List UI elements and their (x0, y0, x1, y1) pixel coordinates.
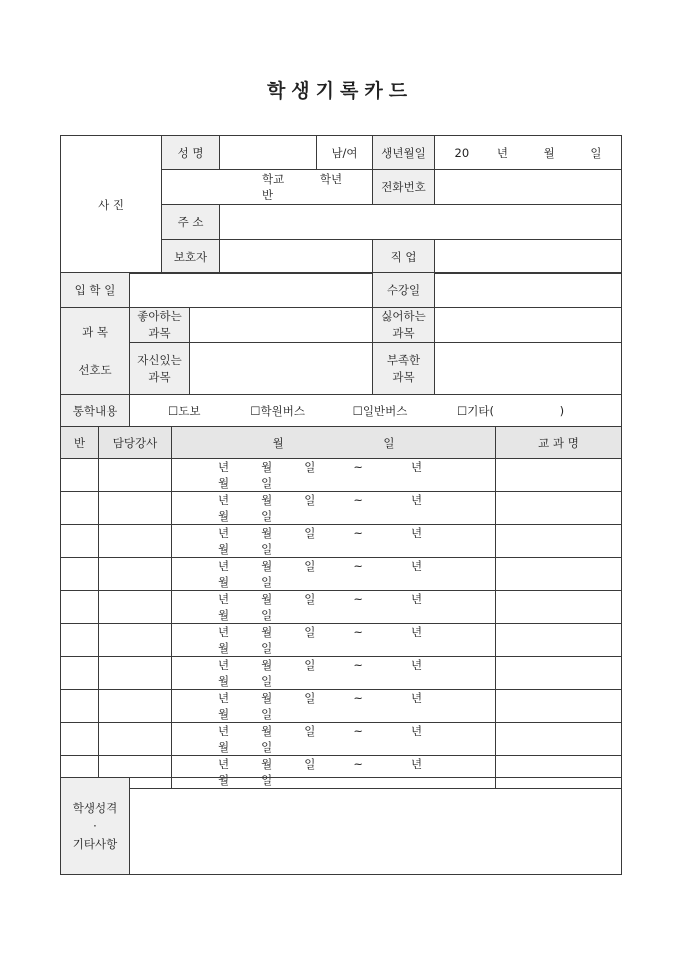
class-cell[interactable] (61, 624, 99, 657)
end-month-label: 월 (218, 575, 230, 589)
teacher-cell[interactable] (99, 690, 172, 723)
start-month-label: 월 (261, 526, 273, 540)
teacher-cell[interactable] (99, 492, 172, 525)
subject-preference-label (61, 308, 130, 395)
personality-notes-label (61, 778, 130, 875)
end-month-label: 월 (218, 740, 230, 754)
schedule-section (60, 426, 621, 789)
confident-subject-label (130, 343, 190, 395)
personality-label: 학생성격 (72, 801, 118, 815)
job-field[interactable] (435, 240, 622, 274)
phone-field[interactable] (435, 170, 622, 205)
liked-label-line2: 과목 (148, 326, 171, 340)
start-month-label: 월 (261, 691, 273, 705)
class-cell[interactable] (61, 591, 99, 624)
end-month-label: 월 (218, 542, 230, 556)
header-class: 반 (61, 427, 99, 459)
start-year-label: 년 (218, 691, 230, 705)
document-title: 학생기록카드 (266, 80, 414, 102)
end-day-label: 일 (261, 674, 273, 688)
start-day-label: 일 (304, 691, 316, 705)
birth-month-label: 월 (543, 145, 555, 160)
notes-dot: · (93, 819, 97, 833)
commute-other-checkbox[interactable]: ☐기타( (457, 403, 495, 418)
weak-subject-field[interactable] (435, 343, 622, 395)
end-day-label: 일 (261, 608, 273, 622)
address-field[interactable] (220, 205, 622, 240)
range-separator: ~ (353, 460, 363, 474)
start-day-label: 일 (304, 625, 316, 639)
guardian-field[interactable] (220, 240, 373, 274)
header-teacher: 담당강사 (99, 427, 172, 459)
class-cell[interactable] (61, 459, 99, 492)
teacher-cell[interactable] (99, 525, 172, 558)
start-year-label: 년 (218, 592, 230, 606)
birth-day-label: 일 (590, 145, 602, 160)
end-month-label: 월 (218, 608, 230, 622)
disliked-label-line1: 싫어하는 (381, 309, 426, 323)
textbook-cell[interactable] (496, 723, 622, 756)
confident-label-line1: 자신있는 (137, 352, 182, 367)
phone-label: 전화번호 (373, 170, 435, 205)
header-day: 일 (383, 435, 395, 450)
course-date-label: 수강일 (373, 273, 435, 308)
start-day-label: 일 (304, 559, 316, 573)
teacher-cell[interactable] (99, 558, 172, 591)
schedule-row (61, 492, 622, 525)
liked-label-line1: 좋아하는 (137, 309, 182, 323)
range-separator: ~ (353, 658, 363, 672)
guardian-label: 보호자 (162, 240, 220, 274)
photo-label: 사 진 (98, 197, 124, 212)
name-label: 성 명 (162, 136, 220, 170)
start-year-label: 년 (218, 757, 230, 771)
end-month-label: 월 (218, 773, 230, 787)
range-separator: ~ (353, 559, 363, 573)
start-year-label: 년 (218, 559, 230, 573)
commute-label: 통학내용 (61, 395, 130, 427)
schedule-row (61, 723, 622, 756)
start-month-label: 월 (261, 724, 273, 738)
date-range-cell[interactable] (172, 624, 496, 657)
enrollment-section (60, 272, 621, 427)
end-month-label: 월 (218, 707, 230, 721)
start-day-label: 일 (304, 658, 316, 672)
textbook-cell[interactable] (496, 690, 622, 723)
confident-label-line2: 과목 (148, 369, 171, 384)
start-day-label: 일 (304, 757, 316, 771)
start-day-label: 일 (304, 724, 316, 738)
birth-field[interactable] (435, 136, 622, 170)
textbook-cell[interactable] (496, 624, 622, 657)
start-year-label: 년 (218, 526, 230, 540)
end-day-label: 일 (261, 575, 273, 589)
end-year-label: 년 (410, 658, 423, 672)
end-year-label: 년 (410, 526, 423, 540)
enroll-date-label: 입 학 일 (61, 273, 130, 308)
gender-field[interactable] (317, 136, 373, 170)
start-month-label: 월 (261, 592, 273, 606)
commute-other-close: ) (559, 403, 565, 418)
schedule-row (61, 657, 622, 690)
start-year-label: 년 (218, 625, 230, 639)
date-range-cell[interactable] (172, 723, 496, 756)
date-range-cell[interactable] (172, 558, 496, 591)
end-month-label: 월 (218, 674, 230, 688)
start-year-label: 년 (218, 724, 230, 738)
end-day-label: 일 (261, 773, 273, 787)
start-month-label: 월 (261, 658, 273, 672)
end-month-label: 월 (218, 476, 230, 490)
range-separator: ~ (353, 691, 363, 705)
gender-label: 남/여 (331, 145, 358, 160)
header-month-day (172, 427, 496, 459)
commute-options (130, 395, 622, 427)
grade-label: 학년 (319, 172, 343, 186)
start-month-label: 월 (261, 493, 273, 507)
preference-label: 선호도 (78, 363, 112, 377)
subject-label: 과 목 (82, 325, 108, 339)
start-month-label: 월 (261, 559, 273, 573)
textbook-cell[interactable] (496, 591, 622, 624)
start-month-label: 월 (261, 757, 273, 771)
range-separator: ~ (353, 625, 363, 639)
date-range-cell[interactable] (172, 525, 496, 558)
class-cell[interactable] (61, 558, 99, 591)
teacher-cell[interactable] (99, 657, 172, 690)
enroll-date-field[interactable] (130, 273, 373, 308)
address-label: 주 소 (162, 205, 220, 240)
commute-walk-checkbox[interactable]: ☐도보 (168, 403, 201, 418)
header-month: 월 (272, 435, 284, 450)
range-separator: ~ (353, 592, 363, 606)
textbook-cell[interactable] (496, 657, 622, 690)
start-year-label: 년 (218, 493, 230, 507)
end-year-label: 년 (410, 559, 423, 573)
range-separator: ~ (353, 757, 363, 771)
class-cell[interactable] (61, 657, 99, 690)
start-year-label: 년 (218, 460, 230, 474)
birth-year-label: 년 (496, 145, 508, 160)
end-day-label: 일 (261, 476, 273, 490)
class-cell[interactable] (61, 525, 99, 558)
commute-public-bus-checkbox[interactable]: ☐일반버스 (352, 403, 408, 418)
start-month-label: 월 (261, 625, 273, 639)
class-label: 반 (262, 188, 274, 202)
birth-prefix: 20 (454, 145, 470, 160)
end-month-label: 월 (218, 641, 230, 655)
class-cell[interactable] (61, 723, 99, 756)
disliked-subject-label (373, 308, 435, 343)
notes-section (60, 777, 621, 875)
start-day-label: 일 (304, 493, 316, 507)
end-day-label: 일 (261, 542, 273, 556)
class-cell[interactable] (61, 492, 99, 525)
range-separator: ~ (353, 724, 363, 738)
liked-subject-label (130, 308, 190, 343)
date-range-cell[interactable] (172, 492, 496, 525)
end-year-label: 년 (410, 592, 423, 606)
start-day-label: 일 (304, 592, 316, 606)
photo-area[interactable] (61, 136, 162, 274)
liked-subject-field[interactable] (190, 308, 373, 343)
schedule-row (61, 525, 622, 558)
start-day-label: 일 (304, 526, 316, 540)
start-day-label: 일 (304, 460, 316, 474)
end-year-label: 년 (410, 625, 423, 639)
class-cell[interactable] (61, 690, 99, 723)
end-year-label: 년 (410, 757, 423, 771)
weak-label-line1: 부족한 (386, 352, 421, 367)
end-day-label: 일 (261, 707, 273, 721)
date-range-cell[interactable] (172, 657, 496, 690)
end-day-label: 일 (261, 740, 273, 754)
student-info-section (60, 135, 621, 274)
schedule-row (61, 690, 622, 723)
schedule-row (61, 591, 622, 624)
job-label: 직 업 (373, 240, 435, 274)
end-year-label: 년 (410, 493, 423, 507)
disliked-label-line2: 과목 (392, 326, 415, 340)
date-range-cell[interactable] (172, 459, 496, 492)
teacher-cell[interactable] (99, 723, 172, 756)
other-notes-label: 기타사항 (72, 837, 118, 851)
birth-label: 생년월일 (373, 136, 435, 170)
teacher-cell[interactable] (99, 591, 172, 624)
textbook-cell[interactable] (496, 558, 622, 591)
weak-label-line2: 과목 (392, 369, 415, 384)
school-field[interactable] (162, 170, 373, 205)
end-month-label: 월 (218, 509, 230, 523)
start-year-label: 년 (218, 658, 230, 672)
confident-subject-field[interactable] (190, 343, 373, 395)
end-year-label: 년 (410, 691, 423, 705)
textbook-cell[interactable] (496, 492, 622, 525)
date-range-cell[interactable] (172, 591, 496, 624)
name-field[interactable] (220, 136, 317, 170)
teacher-cell[interactable] (99, 459, 172, 492)
start-month-label: 월 (261, 460, 273, 474)
personality-notes-field[interactable] (130, 778, 622, 875)
schedule-row (61, 558, 622, 591)
weak-subject-label (373, 343, 435, 395)
header-textbook: 교 과 명 (496, 427, 622, 459)
date-range-cell[interactable] (172, 690, 496, 723)
schedule-row (61, 624, 622, 657)
textbook-cell[interactable] (496, 459, 622, 492)
teacher-cell[interactable] (99, 624, 172, 657)
textbook-cell[interactable] (496, 525, 622, 558)
school-label: 학교 (262, 172, 285, 186)
end-day-label: 일 (261, 509, 273, 523)
range-separator: ~ (353, 493, 363, 507)
schedule-row (61, 459, 622, 492)
end-year-label: 년 (410, 460, 423, 474)
end-year-label: 년 (410, 724, 423, 738)
disliked-subject-field[interactable] (435, 308, 622, 343)
commute-academy-bus-checkbox[interactable]: ☐학원버스 (250, 403, 305, 418)
end-day-label: 일 (261, 641, 273, 655)
range-separator: ~ (353, 526, 363, 540)
course-date-field[interactable] (435, 273, 622, 308)
